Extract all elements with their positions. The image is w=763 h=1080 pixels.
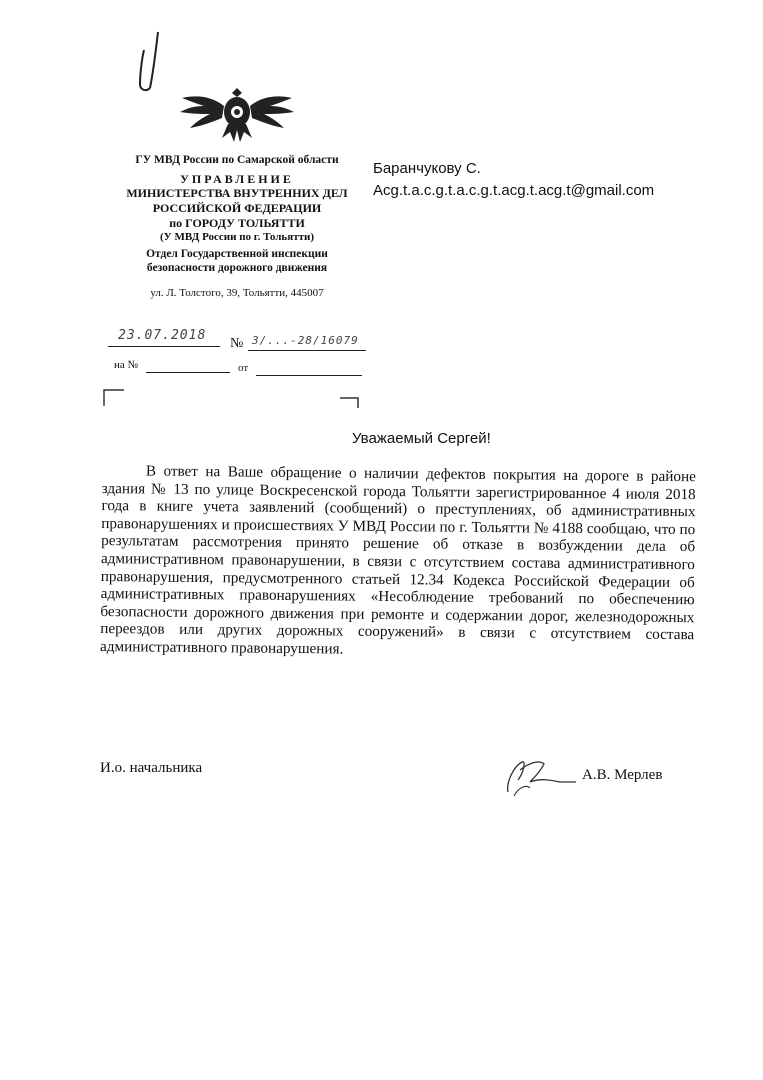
greeting: Уважаемый Сергей! [352, 430, 491, 447]
from-label: от [238, 362, 249, 374]
upravlenie-title: УПРАВЛЕНИЕ [180, 172, 294, 186]
date-underline [108, 346, 220, 347]
ministry-line: по ГОРОДУ ТОЛЬЯТТИ [169, 216, 305, 230]
recipient-block [373, 158, 654, 202]
from-underline [256, 375, 362, 376]
handwritten-corner-mark [128, 28, 168, 100]
signatory-position: И.о. начальника [100, 760, 203, 776]
department-line: Отдел Государственной инспекции [146, 248, 328, 260]
mvd-emblem-icon [178, 82, 296, 146]
org-address: ул. Л. Толстого, 39, Тольятти, 445007 [150, 287, 324, 299]
recipient-name: Баранчукову С. [373, 160, 481, 177]
recipient-email: Acg.t.a.c.g.t.a.c.g.t.acg.t.acg.t@gmail.com [373, 182, 655, 199]
ministry-line: (У МВД России по г. Тольятти) [159, 231, 315, 243]
ministry-block [112, 186, 362, 245]
letter-body: В ответ на Ваше обращение о наличии дефектов покрытия на дороге в районе здания № 13 по улице Воскресенской города Тольятти зарегистрированное 4 июля 2018 года в книге учета заявлений (сообщений) о преступлениях, об административных правонарушениях и происшествиях У МВД России по г. Тольятти № 4188 сообщаю, что по результатам рассмотрения принято решение об отказе в возбуждении дела об административном правонарушении, в связи с отсутствием состава административного правонарушения, предусмотренного статьей 12.34 Кодекса Российской Федерации об административных правонарушениях «Несоблюдение требований по обеспечению безопасности дорожного движения при ремонте и содержании дорог, железнодорожных переездов или других дорожных сооружений» в связи с отсутствием состава административного правонарушения. [99, 462, 696, 658]
org-top-line: ГУ МВД России по Самарской области [135, 154, 339, 166]
department-block [112, 247, 362, 276]
handwritten-signature [500, 752, 580, 800]
department-line: безопасности дорожного движения [146, 262, 328, 275]
ministry-line: РОССИЙСКОЙ ФЕДЕРАЦИИ [152, 201, 322, 215]
reply-to-label: на № [114, 359, 139, 371]
number-handwritten: 3/...-28/16079 [252, 334, 359, 347]
signatory-name: А.В. Мерлев [582, 767, 663, 783]
number-underline [248, 350, 366, 351]
ministry-line: МИНИСТЕРСТВА ВНУТРЕННИХ ДЕЛ [126, 186, 348, 200]
reply-to-underline [146, 372, 230, 373]
date-handwritten: 23.07.2018 [118, 328, 207, 343]
address-bracket-marks [100, 386, 370, 410]
number-label: № [230, 336, 244, 351]
